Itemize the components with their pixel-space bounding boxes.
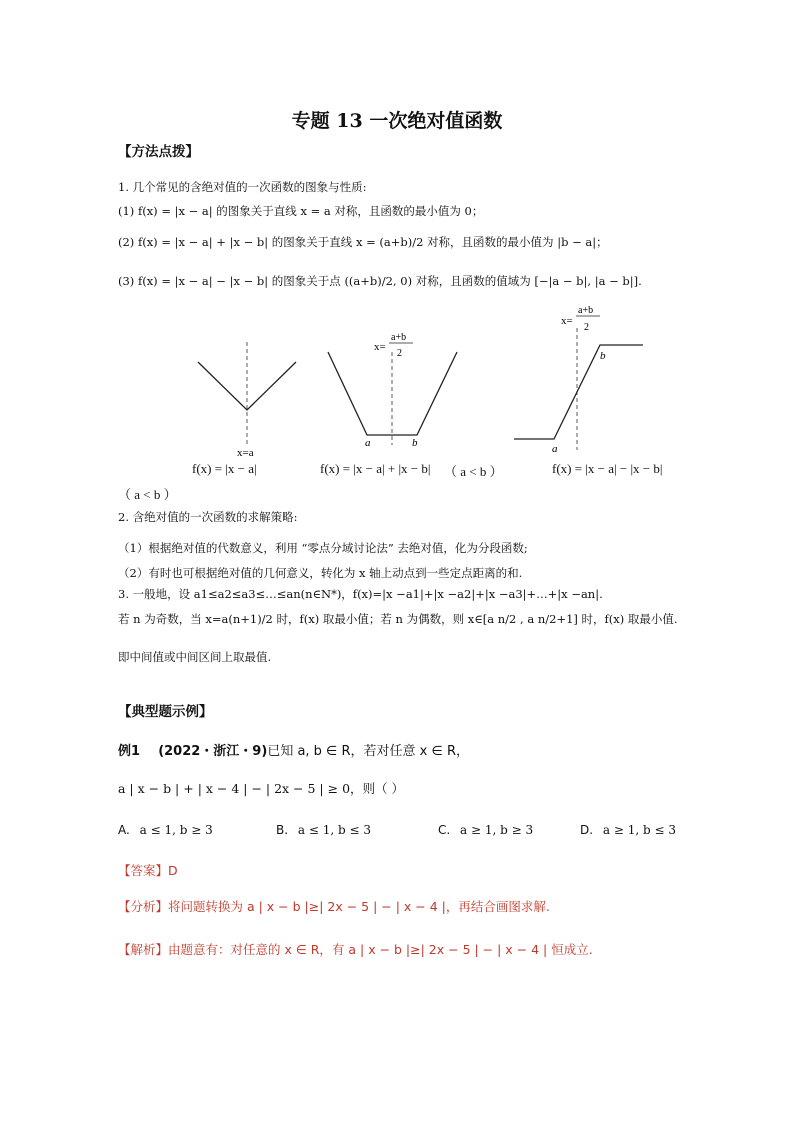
section-heading-method: 【方法点拨】 (118, 144, 199, 160)
option-d-letter: D. (580, 823, 594, 837)
item-3-line-1: 3. 一般地，设 a1≤a2≤a3≤…≤an(n∈N*)，f(x)=|x −a1|+|x −a2|+|x −a3|+…+|x −an|. (118, 587, 603, 601)
graph-3 (514, 305, 643, 455)
graph-3-frac-num: a+b (578, 305, 594, 316)
item-2-intro: 2. 含绝对值的一次函数的求解策略: (118, 510, 298, 524)
analysis-label: 【分析】 (118, 899, 169, 914)
section-heading-examples: 【典型题示例】 (118, 704, 213, 720)
graph-2-frac-den: 2 (397, 348, 402, 359)
analysis-line (118, 897, 550, 915)
graph-2-frac-num: a+b (391, 332, 407, 343)
graph-3-frac-den: 2 (584, 322, 589, 333)
option-b (276, 823, 371, 837)
answer-line (118, 861, 178, 879)
graph-3-caption: f(x) = |x − a| − |x − b| (552, 461, 663, 476)
graph-3-point-a: a (552, 443, 558, 455)
example-source: (2022・浙江・9) (158, 744, 268, 759)
graph-1 (198, 342, 296, 459)
graph-2-point-b: b (412, 437, 418, 449)
option-d (580, 823, 676, 837)
option-c-text: a ≥ 1, b ≥ 3 (460, 823, 534, 837)
property-2: (2) f(x) = |x − a| + |x − b| 的图象关于直线 x = (a+b)/2 对称，且函数的最小值为 |b − a|； (118, 235, 608, 249)
item-2-strategy-1: （1）根据绝对值的代数意义，利用 “零点分域讨论法” 去绝对值，化为分段函数; (118, 541, 528, 555)
option-a (118, 823, 213, 837)
answer-label: 【答案】 (118, 863, 169, 878)
graph-2-caption: f(x) = |x − a| + |x − b| (320, 461, 431, 476)
graph-condition: （ a < b ） (118, 487, 177, 502)
example-label: 例1 (118, 744, 141, 759)
graph-2 (328, 332, 457, 449)
item-3-line-2: 若 n 为奇数，当 x=a(n+1)/2 时，f(x) 取最小值；若 n 为偶数，则 x∈[a n/2 , a n/2+1] 时，f(x) 取最小值. (118, 612, 678, 626)
property-1: (1) f(x) = |x − a| 的图象关于直线 x = a 对称，且函数的最小值为 0； (118, 204, 484, 218)
option-c-letter: C. (438, 823, 451, 837)
graph-2-curve (328, 352, 457, 435)
item-2-strategy-2: （2）有时也可根据绝对值的几何意义，转化为 x 轴上动点到一些定点距离的和. (118, 566, 523, 580)
graph-2-condition: （ a < b ） (444, 464, 503, 479)
option-d-text: a ≥ 1, b ≤ 3 (602, 823, 676, 837)
page-title: 专题 13 一次绝对值函数 (291, 110, 503, 132)
solution-label: 【解析】 (118, 942, 169, 957)
answer-value: D (168, 863, 178, 878)
example-condition: a | x − b | + | x − 4 | − | 2x − 5 | ≥ 0，则（ ） (118, 781, 404, 796)
item-1-intro: 1. 几个常见的含绝对值的一次函数的图象与性质: (118, 180, 367, 194)
graph-1-axis-label: x=a (237, 447, 254, 459)
graph-3-point-b: b (600, 350, 606, 362)
property-3: (3) f(x) = |x − a| − |x − b| 的图象关于点 ((a+b)/2, 0) 对称，且函数的值域为 [−|a − b|, |a − b|]. (118, 274, 642, 288)
graph-2-axis-label: x= (374, 341, 386, 353)
option-b-text: a ≤ 1, b ≤ 3 (297, 823, 371, 837)
graph-1-caption: f(x) = |x − a| (192, 461, 257, 476)
option-a-letter: A. (118, 823, 130, 837)
graph-3-curve (514, 345, 643, 439)
option-b-letter: B. (276, 823, 289, 837)
option-a-text: a ≤ 1, b ≥ 3 (139, 823, 213, 837)
option-c (438, 823, 533, 837)
example-1-heading (118, 740, 469, 759)
absolute-value-graphs (180, 300, 680, 460)
analysis-text: 将问题转换为 a | x − b |≥| 2x − 5 | − | x − 4 |，再结合画图求解. (168, 899, 550, 914)
example-text-1: 已知 a, b ∈ R，若对任意 x ∈ R， (267, 744, 469, 759)
graph-3-axis-label: x= (561, 315, 573, 327)
graph-2-point-a: a (365, 437, 371, 449)
item-3-line-3: 即中间值或中间区间上取最值. (118, 650, 272, 664)
solution-text: 由题意有：对任意的 x ∈ R，有 a | x − b |≥| 2x − 5 | − | x − 4 | 恒成立. (168, 942, 593, 957)
solution-line (118, 940, 593, 958)
